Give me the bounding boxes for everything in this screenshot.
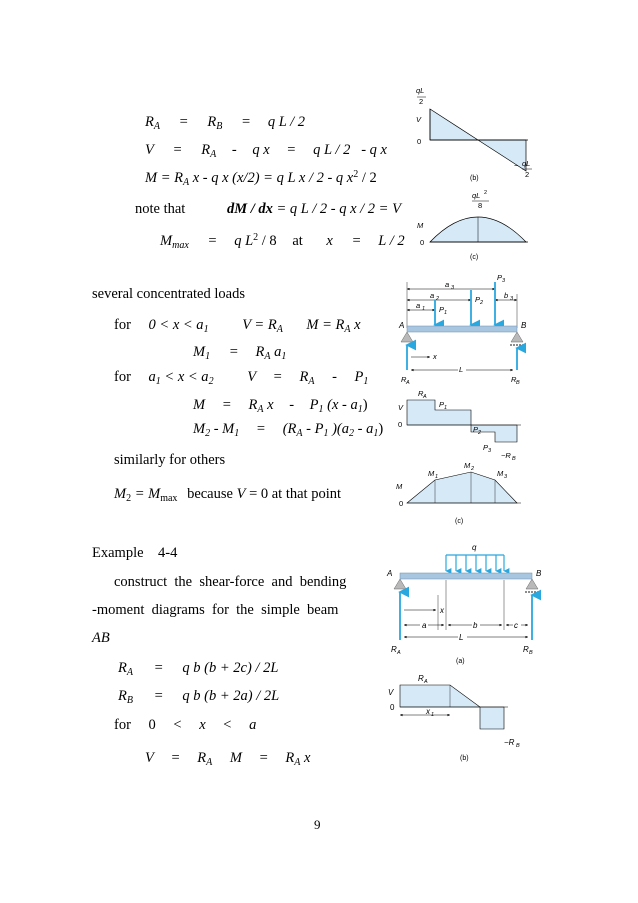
shear-v-label: V xyxy=(388,688,394,697)
eq-moment: $M = R_A$ x - q x (x/2) = q L x / 2 - q $x^2 / 2$ xyxy=(145,169,377,188)
shear-v-label: V xyxy=(416,115,422,124)
beam xyxy=(407,326,517,332)
dim-a3: a xyxy=(445,280,450,289)
m1-line: $M_1 = R_A$ $a_1$ xyxy=(193,344,287,362)
length-l-label: L xyxy=(459,633,464,642)
svg-text:1: 1 xyxy=(444,310,448,316)
shear-ra-label: R xyxy=(418,674,424,683)
shear-bot-label: qL xyxy=(522,159,531,168)
figure-caption: (c) xyxy=(455,518,464,525)
load-p2-label: P xyxy=(475,295,481,304)
svg-text:2: 2 xyxy=(480,300,484,306)
support-a xyxy=(394,579,406,589)
moment-m-label: M xyxy=(417,221,424,230)
note-derivative: note that dM / dx = q L / 2 - q x / 2 = V xyxy=(135,201,401,217)
support-b-label: B xyxy=(536,569,542,578)
support-a-label: A xyxy=(387,569,393,578)
shear-p2-label: P xyxy=(473,425,479,434)
svg-text:3: 3 xyxy=(502,278,506,284)
caption-a: (a) xyxy=(456,658,465,665)
example-text-3: AB xyxy=(92,630,110,646)
support-a xyxy=(401,332,413,342)
shear-zero: 0 xyxy=(390,703,395,712)
beam xyxy=(400,573,532,579)
figure-example-4-4 xyxy=(380,540,545,770)
shear-ra-label: R xyxy=(418,389,424,398)
dim-c-label: c xyxy=(514,621,518,630)
shear-negative-area xyxy=(478,140,526,171)
reaction-rb-label: R xyxy=(523,645,529,654)
m2-max-line: $M_2 = M_{max}$ because V = 0 at that point xyxy=(114,486,342,504)
x-label: x xyxy=(440,606,444,615)
eq-ra: $R_A = q$ b (b + 2c) / 2L xyxy=(118,660,279,678)
moment-m-label: M xyxy=(396,482,403,491)
shear-caption: (b) xyxy=(470,175,479,182)
moment-caption: (c) xyxy=(470,254,479,261)
shear-zero: 0 xyxy=(398,420,403,429)
reaction-ra-label: R xyxy=(401,375,407,384)
eq-rb: $R_B = q$ b (b + 2a) / 2L xyxy=(118,688,280,706)
caption-b: (b) xyxy=(460,755,469,762)
shear-step-area xyxy=(407,400,517,442)
svg-text:B: B xyxy=(512,456,516,462)
svg-text:3: 3 xyxy=(504,474,508,480)
page-number: 9 xyxy=(314,817,321,832)
section-heading: several concentrated loads xyxy=(92,286,245,302)
example-title: Example 4-4 xyxy=(92,545,178,561)
reaction-ra-label: R xyxy=(391,645,397,654)
moment-zero: 0 xyxy=(420,238,425,247)
distributed-load-arrows xyxy=(446,555,504,571)
eq-reactions: $R_A = R_B = q$ L / 2 xyxy=(145,114,306,132)
dim-b3: b xyxy=(504,291,509,300)
moment-m3-label: M xyxy=(497,469,504,478)
reaction-rb-label: R xyxy=(511,375,517,384)
eq-shear: $V = R_A - q$ x = q L / 2 - q x xyxy=(145,142,387,160)
load-p1-label: P xyxy=(439,305,445,314)
moment-m1-label: M xyxy=(428,469,435,478)
example-text-1: construct the shear-force and bending xyxy=(114,574,347,590)
length-l-label: L xyxy=(459,365,464,374)
moment-m2-label: M xyxy=(464,461,471,470)
dim-a2: a xyxy=(430,291,435,300)
svg-text:A: A xyxy=(424,679,428,685)
dim-b3-sub: 3 xyxy=(510,296,514,302)
shear-bot-denominator: 2 xyxy=(525,170,530,179)
svg-text:A: A xyxy=(397,650,401,656)
svg-text:A: A xyxy=(423,394,427,400)
x-label: x xyxy=(433,352,437,361)
shear-top-denominator: 2 xyxy=(419,97,424,106)
eq-vm: $V = R_A$ $M = R_A$ x xyxy=(145,750,311,768)
support-b xyxy=(511,332,523,342)
load-p3-label: P xyxy=(497,273,503,282)
shear-bot-minus: − xyxy=(514,161,519,170)
moment-zero: 0 xyxy=(399,499,404,508)
figure-uniform-load-diagrams xyxy=(410,82,545,262)
shear-top-label: qL xyxy=(416,86,425,95)
distributed-load-q-label: q xyxy=(472,543,477,552)
dim-a1-sub: 1 xyxy=(422,306,426,312)
dim-a3-sub: 3 xyxy=(451,285,455,291)
shear-p3-label: P xyxy=(483,443,489,452)
dim-b-label: b xyxy=(473,621,478,630)
support-a-label: A xyxy=(399,321,405,330)
case1-line: for $0 < x < a_1$ $V = R_A$ $M = R_A$ x xyxy=(114,317,361,335)
eq-mmax: $M_{max} = q$ $L^2 / 8$ at x = L / 2 xyxy=(160,232,405,251)
shear-v-label: V xyxy=(398,403,404,412)
m-case2-line: $M = R_A$ x - $P_1$ $(x - a_1)$ xyxy=(193,397,368,415)
shear-positive-area xyxy=(430,109,478,140)
svg-text:1: 1 xyxy=(444,405,448,411)
dim-a-label: a xyxy=(422,621,427,630)
dim-a2-sub: 2 xyxy=(436,296,440,302)
shear-zero: 0 xyxy=(417,137,422,146)
svg-text:B: B xyxy=(516,743,520,749)
svg-text:2: 2 xyxy=(478,430,482,436)
svg-text:1: 1 xyxy=(435,474,439,480)
shear-rb-label: −R xyxy=(504,738,515,747)
svg-text:B: B xyxy=(516,380,520,386)
moment-top-denominator: 8 xyxy=(478,201,483,210)
dim-a1: a xyxy=(416,301,421,310)
svg-text:1: 1 xyxy=(431,712,435,718)
shear-p1-label: P xyxy=(439,400,445,409)
moment-top-label: qL xyxy=(472,191,481,200)
x1-label: x xyxy=(426,707,430,716)
svg-text:2: 2 xyxy=(471,466,475,472)
eq-range: for 0 < x < a xyxy=(114,717,257,733)
moment-top-sup: 2 xyxy=(484,190,488,196)
m-difference-line: $M_2 - M_1 = (R_A - P_1$ )$(a_2 - a_1)$ xyxy=(193,421,384,439)
case2-line: for $a_1 < x < a_2$ $V = R_A - P_1$ xyxy=(114,369,369,387)
similarly-line: similarly for others xyxy=(114,452,226,468)
support-b-label: B xyxy=(521,321,527,330)
svg-text:B: B xyxy=(529,650,533,656)
example-text-2: -moment diagrams for the simple beam xyxy=(92,602,339,618)
svg-text:A: A xyxy=(406,380,410,386)
support-b xyxy=(526,579,538,589)
shear-rb-label: −R xyxy=(501,451,511,460)
svg-text:3: 3 xyxy=(488,448,492,454)
figure-concentrated-loads xyxy=(385,270,545,528)
